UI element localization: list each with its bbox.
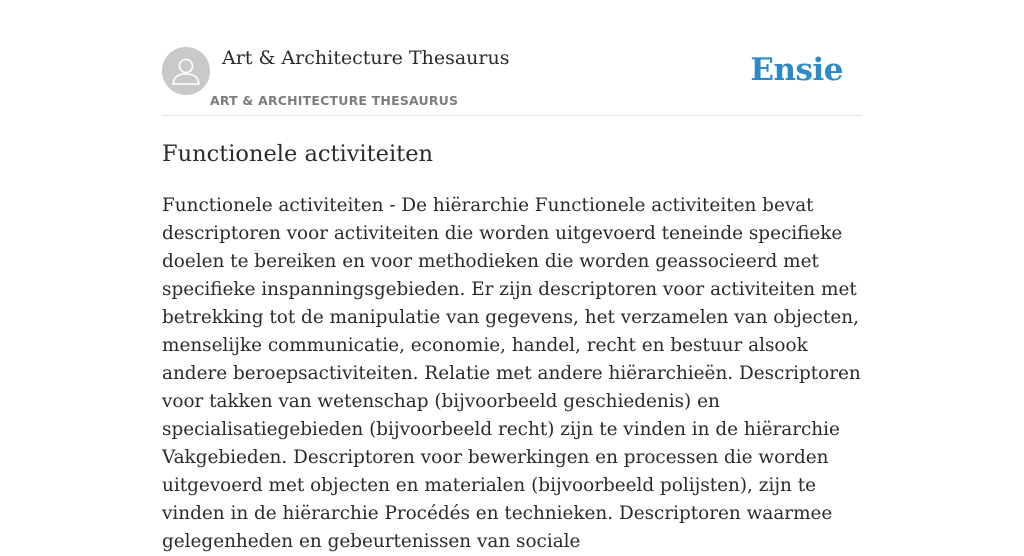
brand-logo[interactable]: Ensie — [750, 52, 843, 88]
author-subtitle[interactable]: ART & ARCHITECTURE THESAURUS — [210, 93, 459, 108]
author-header — [162, 46, 862, 116]
user-silhouette-icon[interactable] — [162, 47, 210, 95]
article-body: Functionele activiteiten - De hiërarchie Functionele activiteiten bevat descriptoren voor activiteiten die worden uitgevoerd teneinde specifieke doelen te bereiken en voor methodieken die worden geassocieerd met specifieke inspanningsgebieden. Er zijn descriptoren voor activiteiten met betrekking tot de manipulatie van gegevens, het verzamelen van objecten, menselijke communicatie, economie, handel, recht en bestuur alsook andere beroepsactiviteiten. Relatie met andere hiërarchieën. Descriptoren voor takken van wetenschap (bijvoorbeeld geschiedenis) en specialisatiegebieden (bijvoorbeeld recht) zijn te vinden in de hiërarchie Vakgebieden. Descriptoren voor bewerkingen en processen die worden uitgevoerd met objecten en materialen (bijvoorbeeld polijsten), zijn te vinden in de hiërarchie Procédés en technieken. Descriptoren waarmee gelegenheden en gebeurtenissen van sociale — [162, 195, 861, 552]
article-title: Functionele activiteiten — [162, 141, 434, 167]
author-name[interactable]: Art & Architecture Thesaurus — [222, 47, 510, 69]
